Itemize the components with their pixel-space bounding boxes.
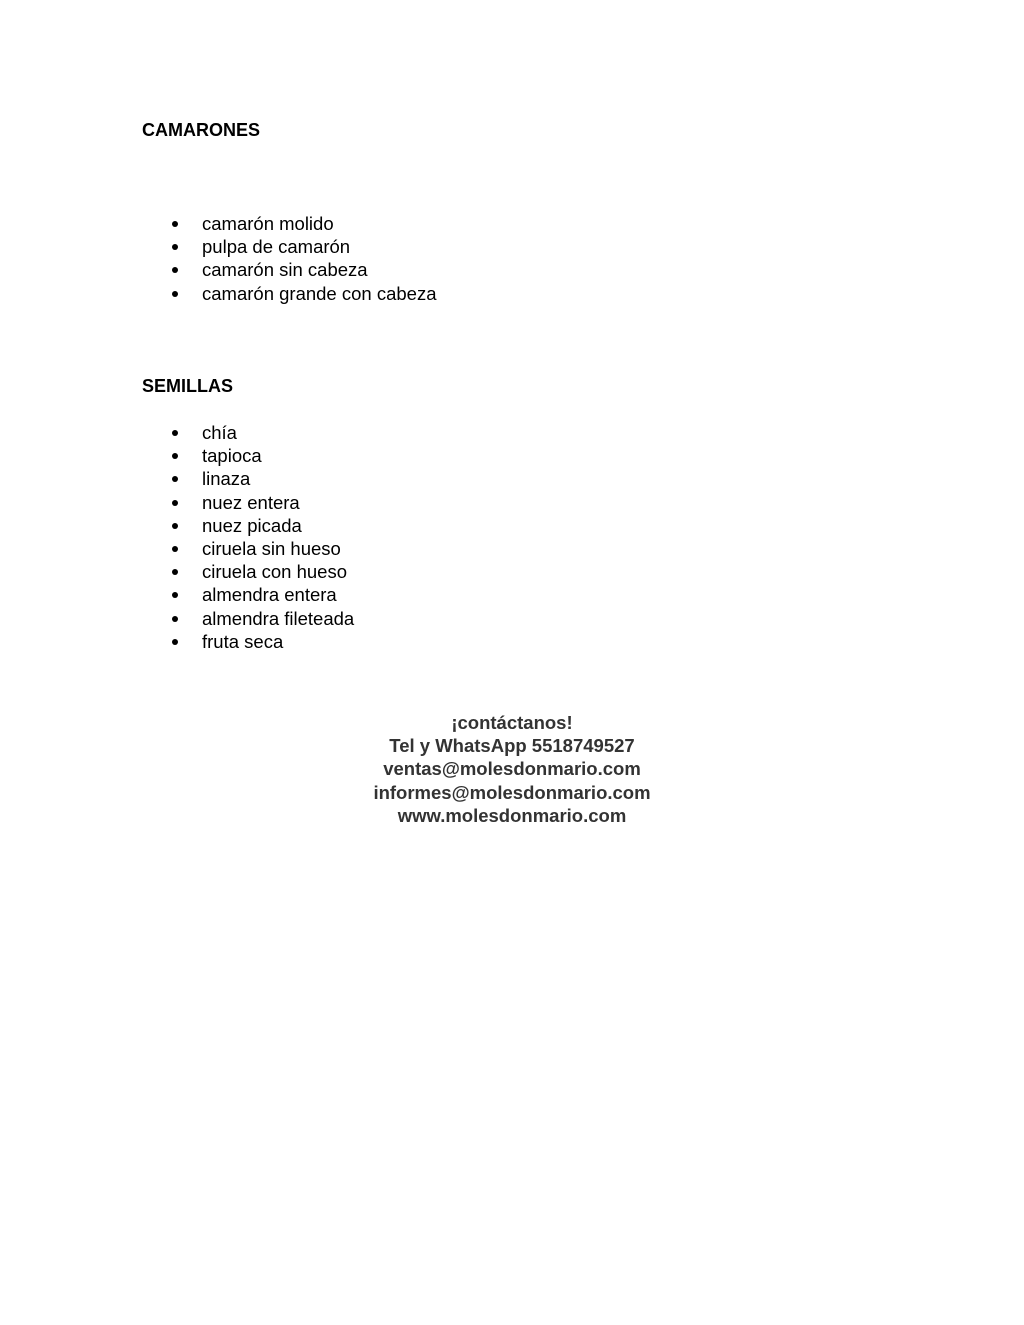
section-heading-camarones: CAMARONES: [142, 120, 261, 140]
bullet-icon: [172, 430, 178, 436]
bullet-icon: [172, 291, 178, 297]
bullet-icon: [172, 267, 178, 273]
list-item-text: fruta seca: [202, 630, 284, 652]
bullet-icon: [172, 569, 178, 575]
bullet-icon: [172, 244, 178, 250]
bullet-icon: [172, 592, 178, 598]
contact-heading: ¡contáctanos!: [451, 712, 573, 733]
bullet-icon: [172, 639, 178, 645]
list-item-text: ciruela con hueso: [202, 561, 348, 583]
list-item-text: linaza: [202, 468, 251, 490]
bullet-icon: [172, 221, 178, 227]
section-heading-semillas: SEMILLAS: [142, 376, 234, 396]
list-item-text: camarón sin cabeza: [202, 259, 368, 281]
bullet-icon: [172, 476, 178, 482]
list-item-text: nuez entera: [202, 491, 300, 513]
list-item-text: almendra entera: [202, 584, 337, 606]
list-item-text: chía: [202, 422, 237, 443]
list-item-text: ciruela sin hueso: [202, 537, 341, 559]
contact-website: www.molesdonmario.com: [397, 804, 627, 826]
bullet-icon: [172, 546, 178, 552]
list-item-text: camarón grande con cabeza: [202, 282, 437, 304]
contact-phone: Tel y WhatsApp 5518749527: [389, 735, 635, 757]
contact-block: [0, 711, 1024, 827]
list-item-text: almendra fileteada: [202, 607, 355, 629]
list-item-text: nuez picada: [202, 514, 302, 536]
bullet-icon: [172, 616, 178, 622]
bullet-icon: [172, 523, 178, 529]
list-item-text: pulpa de camarón: [202, 236, 351, 258]
bullet-icon: [172, 500, 178, 506]
bullet-icon: [172, 453, 178, 459]
contact-email-sales: ventas@molesdonmario.com: [383, 758, 641, 780]
list-item-text: tapioca: [202, 445, 262, 467]
contact-email-info: informes@molesdonmario.com: [373, 781, 651, 803]
list-item-text: camarón molido: [202, 213, 334, 234]
